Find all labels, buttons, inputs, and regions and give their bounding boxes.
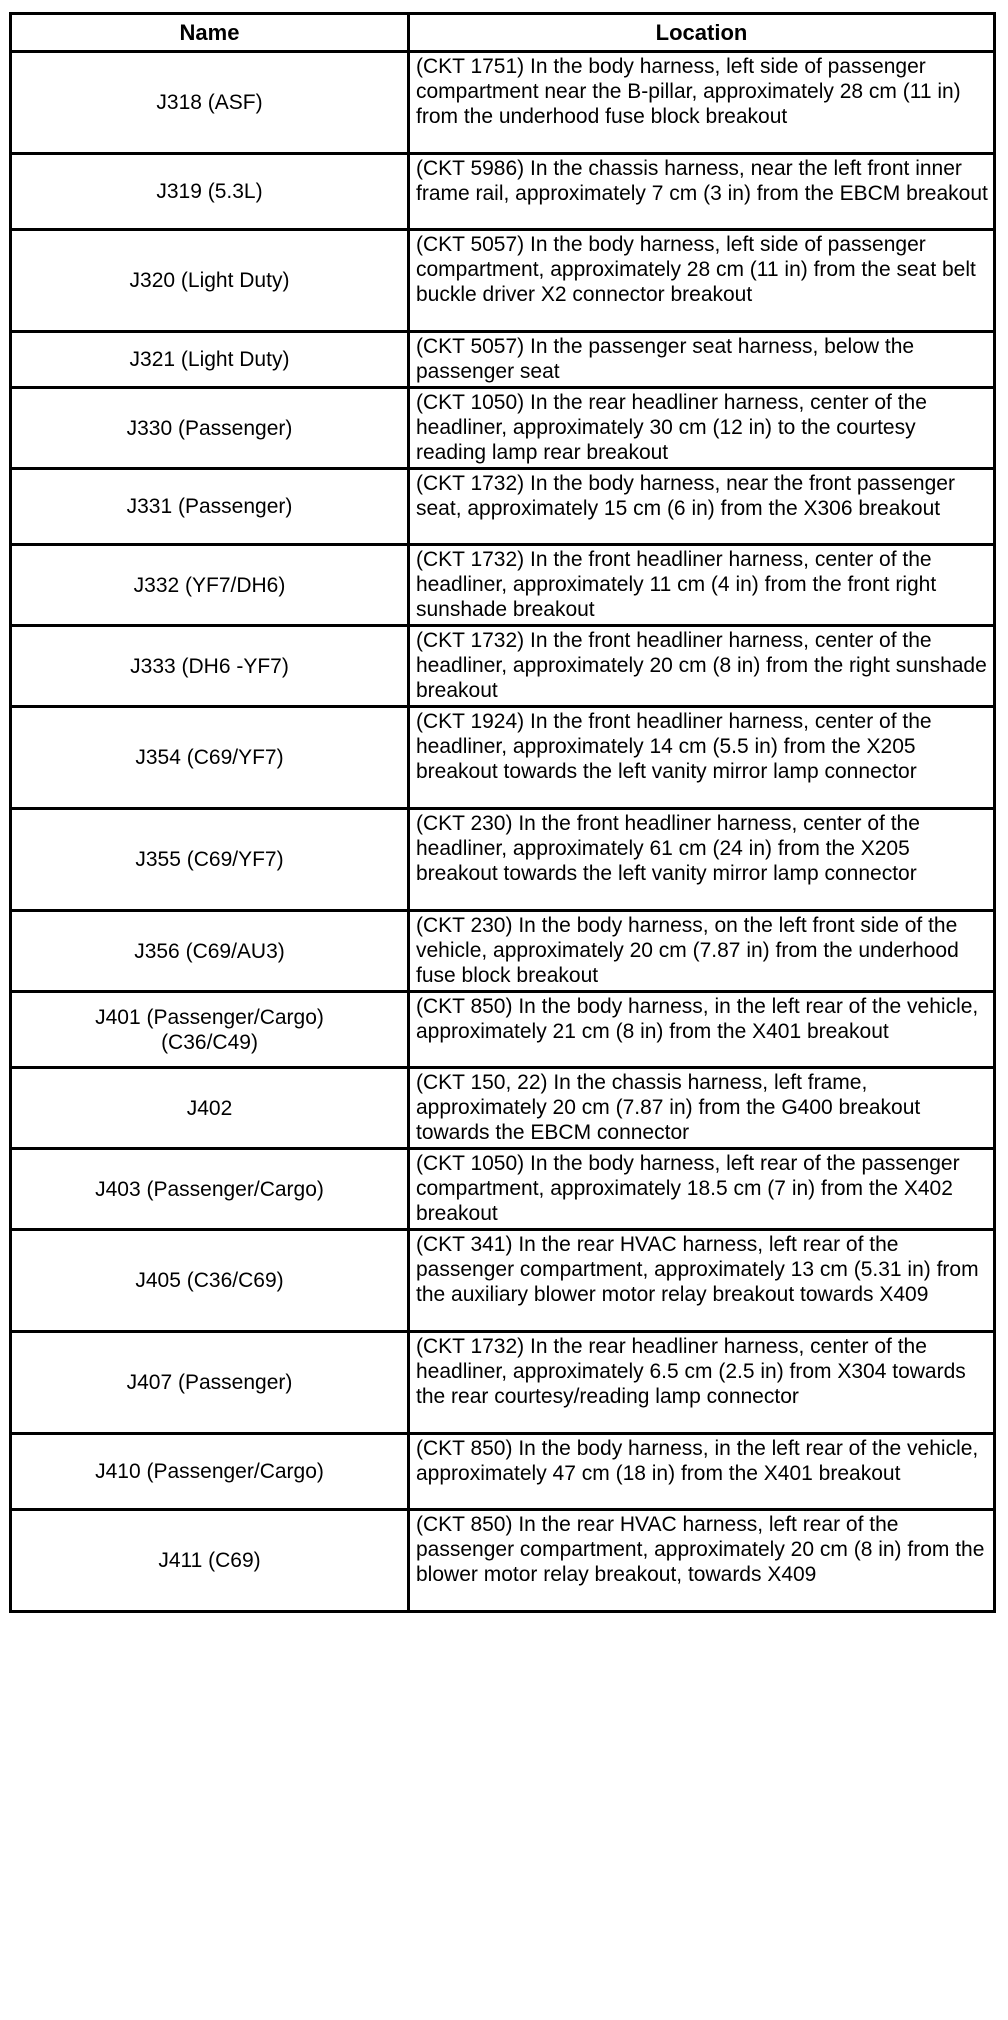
table-row — [11, 992, 995, 1068]
splice-name: J331 (Passenger) — [126, 495, 293, 518]
splice-name: J321 (Light Duty) — [129, 348, 290, 371]
splice-location-text: (CKT 850) In the body harness, in the left rear of the vehicle, approximately 21 cm (8 in) from the X401 breakout — [409, 992, 995, 1068]
splice-name-cell — [11, 1230, 409, 1332]
splice-location-text: (CKT 5057) In the passenger seat harness, below the passenger seat — [409, 332, 995, 388]
table-row — [11, 52, 995, 154]
splice-name: J333 (DH6 -YF7) — [130, 654, 289, 678]
splice-name: J407 (Passenger) — [126, 1371, 293, 1394]
splice-name-cell — [11, 230, 409, 332]
splice-name-cell — [11, 1434, 409, 1510]
splice-location-text: (CKT 1732) In the front headliner harness, center of the headliner, approximately 20 cm (8 in) from the right sunshade breakout — [409, 626, 995, 707]
splice-name: J320 (Light Duty) — [129, 269, 290, 292]
table-row — [11, 1510, 995, 1612]
splice-name: J403 (Passenger/Cargo) — [95, 1177, 324, 1201]
splice-name: J405 (C36/C69) — [135, 1269, 284, 1292]
splice-name-cell — [11, 545, 409, 626]
splice-location-text: (CKT 230) In the body harness, on the left front side of the vehicle, approximately 20 cm (7.87 in) from the underhood fuse block breakout — [409, 911, 995, 992]
splice-name: J411 (C69) — [158, 1549, 261, 1572]
table-row — [11, 1434, 995, 1510]
splice-name: J402 — [186, 1096, 233, 1120]
table-row — [11, 626, 995, 707]
table-row — [11, 154, 995, 230]
table-row — [11, 1068, 995, 1149]
splice-name: J319 (5.3L) — [156, 180, 263, 203]
table-row — [11, 388, 995, 469]
splice-name-cell — [11, 154, 409, 230]
splice-location-text: (CKT 5057) In the body harness, left side of passenger compartment, approximately 28 cm (11 in) from the seat belt buckle driver X2 connector breakout — [409, 230, 995, 332]
splice-location-text: (CKT 1924) In the front headliner harness, center of the headliner, approximately 14 cm (5.5 in) from the X205 breakout towards the left vanity mirror lamp connector — [409, 707, 995, 809]
splice-name-cell — [11, 1510, 409, 1612]
splice-location-table — [9, 12, 996, 1613]
splice-name-cell — [11, 911, 409, 992]
splice-name-cell — [11, 332, 409, 388]
splice-location-text: (CKT 5986) In the chassis harness, near the left front inner frame rail, approximately 7 cm (3 in) from the EBCM breakout — [409, 154, 995, 230]
splice-name-cell — [11, 992, 409, 1068]
splice-location-text: (CKT 341) In the rear HVAC harness, left rear of the passenger compartment, approximately 13 cm (5.31 in) from the auxiliary blower motor relay breakout towards X409 — [409, 1230, 995, 1332]
splice-location-text: (CKT 150, 22) In the chassis harness, left frame, approximately 20 cm (7.87 in) from the G400 breakout towards the EBCM connector — [409, 1068, 995, 1149]
splice-location-text: (CKT 1732) In the rear headliner harness, center of the headliner, approximately 6.5 cm (2.5 in) from X304 towards the rear courtesy/reading lamp connector — [409, 1332, 995, 1434]
splice-location-text: (CKT 230) In the front headliner harness, center of the headliner, approximately 61 cm (24 in) from the X205 breakout towards the left vanity mirror lamp connector — [409, 809, 995, 911]
splice-location-text: (CKT 1751) In the body harness, left side of passenger compartment near the B-pillar, approximately 28 cm (11 in) from the underhood fuse block breakout — [409, 52, 995, 154]
splice-name-cell — [11, 1068, 409, 1149]
splice-location-text: (CKT 1050) In the rear headliner harness, center of the headliner, approximately 30 cm (12 in) to the courtesy reading lamp rear breakout — [409, 388, 995, 469]
splice-name: J330 (Passenger) — [126, 416, 293, 440]
table-row — [11, 545, 995, 626]
column-header-location: Location — [409, 14, 995, 52]
splice-name-cell — [11, 1149, 409, 1230]
table-row — [11, 230, 995, 332]
splice-name: J332 (YF7/DH6) — [133, 573, 286, 597]
table-row — [11, 332, 995, 388]
splice-name-cell — [11, 626, 409, 707]
splice-name: (C36/C49) — [161, 1030, 258, 1054]
table-row — [11, 1332, 995, 1434]
splice-name: J356 (C69/AU3) — [134, 939, 285, 963]
splice-name-cell — [11, 707, 409, 809]
splice-name: J410 (Passenger/Cargo) — [95, 1460, 324, 1483]
splice-location-text: (CKT 850) In the rear HVAC harness, left rear of the passenger compartment, approximately 20 cm (8 in) from the blower motor relay breakout, towards X409 — [409, 1510, 995, 1612]
table-body — [11, 52, 995, 1612]
splice-name-cell — [11, 469, 409, 545]
splice-name-cell — [11, 1332, 409, 1434]
table-row — [11, 911, 995, 992]
splice-name-cell — [11, 809, 409, 911]
splice-name: J401 (Passenger/Cargo) — [95, 1005, 324, 1029]
splice-location-text: (CKT 1732) In the front headliner harness, center of the headliner, approximately 11 cm (4 in) from the front right sunshade breakout — [409, 545, 995, 626]
column-header-name: Name — [11, 14, 409, 52]
table-row — [11, 1230, 995, 1332]
splice-name: J355 (C69/YF7) — [135, 848, 284, 871]
table-row — [11, 469, 995, 545]
splice-location-text: (CKT 850) In the body harness, in the left rear of the vehicle, approximately 47 cm (18 in) from the X401 breakout — [409, 1434, 995, 1510]
splice-name: J318 (ASF) — [156, 91, 263, 114]
splice-location-text: (CKT 1050) In the body harness, left rear of the passenger compartment, approximately 18.5 cm (7 in) from the X402 breakout — [409, 1149, 995, 1230]
table-row — [11, 707, 995, 809]
splice-name-cell — [11, 52, 409, 154]
splice-location-text: (CKT 1732) In the body harness, near the front passenger seat, approximately 15 cm (6 in) from the X306 breakout — [409, 469, 995, 545]
table-header-row — [11, 14, 995, 52]
table-row — [11, 809, 995, 911]
table-row — [11, 1149, 995, 1230]
splice-name: J354 (C69/YF7) — [135, 746, 284, 769]
splice-name-cell — [11, 388, 409, 469]
